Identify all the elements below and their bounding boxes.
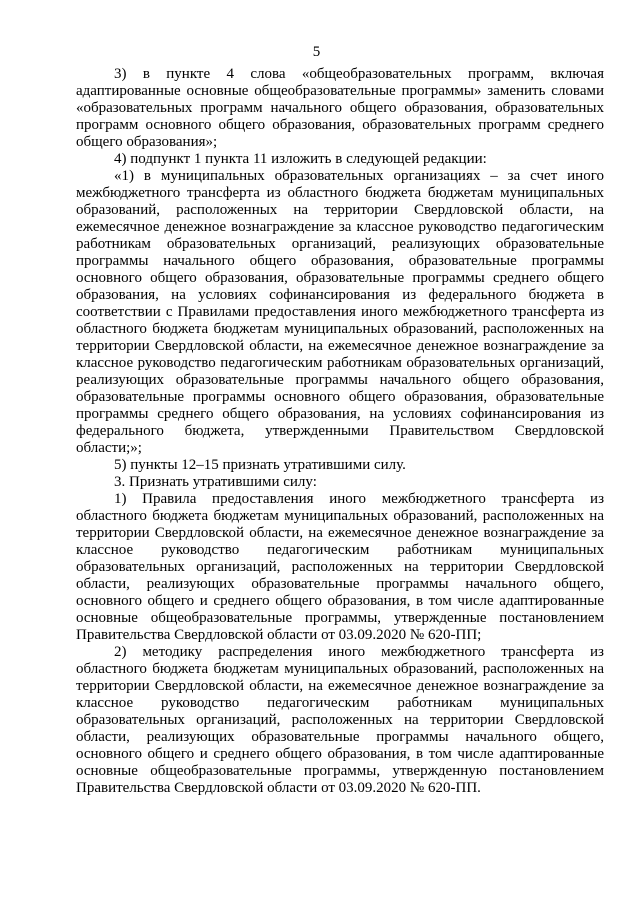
paragraph-item-5: 5) пункты 12–15 признать утратившими силу. xyxy=(114,457,406,473)
paragraph-repeal-item-2: 2) методику распределения иного межбюджетного трансферта из областного бюджета бюджетам муниципальных образований, расположенных на территории Свердловской области, на ежемесячное денежное вознаграждение за классное руководство педагогическим работникам муниципальных образовательных организаций, расположенных на территории Свердловской области, реализующих образовательные программы начального общего, основного общего и среднего общего образования, в том числе адаптированные основные общеобразовательные программы, утвержденную постановлением Правительства Свердловской области от 03.09.2020 № 620-ПП. xyxy=(76,644,604,796)
paragraph-section-3: 3. Признать утратившими силу: xyxy=(114,474,317,490)
paragraph-item-4: 4) подпункт 1 пункта 11 изложить в следующей редакции: xyxy=(114,151,487,167)
page-number: 5 xyxy=(312,44,321,60)
paragraph-repeal-item-1: 1) Правила предоставления иного межбюджетного трансферта из областного бюджета бюджетам муниципальных образований, расположенных на территории Свердловской области, на ежемесячное денежное вознаграждение за классное руководство педагогическим работникам муниципальных образовательных организаций, расположенных на территории Свердловской области, реализующих образовательные программы начального общего, основного общего и среднего общего образования, в том числе адаптированные основные общеобразовательные программы, утвержденные постановлением Правительства Свердловской области от 03.09.2020 № 620-ПП; xyxy=(76,491,604,643)
document-body xyxy=(76,66,604,797)
paragraph-item-3: 3) в пункте 4 слова «общеобразовательных программ, включая адаптированные основные общеобразовательные программы» заменить словами «образовательных программ начального общего образования, образовательных программ основного общего образования, образовательных программ среднего общего образования»; xyxy=(76,66,604,150)
paragraph-subitem-1-new-text: «1) в муниципальных образовательных организациях – за счет иного межбюджетного трансферта из областного бюджета бюджетам муниципальных образований, расположенных на территории Свердловской области, на ежемесячное денежное вознаграждение за классное руководство педагогическим работникам образовательных организаций, реализующих образовательные программы начального общего образования, образовательные программы основного общего образования, образовательные программы среднего общего образования, на условиях софинансирования из федерального бюджета в соответствии с Правилами предоставления иного межбюджетного трансферта из областного бюджета бюджетам муниципальных образований, расположенных на территории Свердловской области, на ежемесячное денежное вознаграждение за классное руководство педагогическим работникам образовательных организаций, реализующих образовательные программы начального общего образования, образовательные программы основного общего образования, образовательные программы среднего общего образования, на условиях софинансирования из федерального бюджета, утвержденными Правительством Свердловской области;»; xyxy=(76,168,604,456)
